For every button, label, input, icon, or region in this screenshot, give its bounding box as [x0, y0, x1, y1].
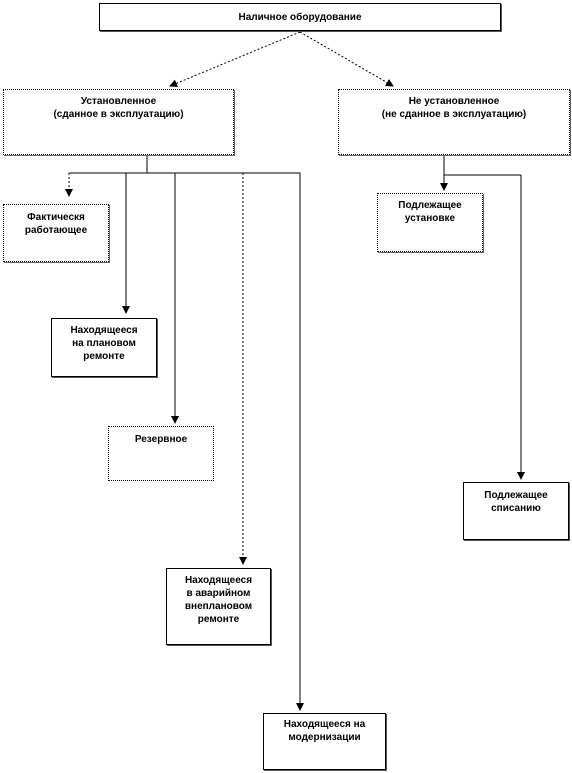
modernization-node	[263, 713, 386, 770]
not-installed-node	[338, 89, 570, 155]
to-writeoff-line2: списанию	[491, 503, 541, 514]
working-node	[3, 204, 109, 262]
emergency-repair-line3: внеплановом	[184, 601, 253, 612]
planned-repair-node	[51, 318, 157, 377]
installed-line2: (сданное в эксплуатацию)	[53, 109, 184, 120]
emergency-repair-node	[166, 568, 271, 645]
modernization-line1: Находящееся на	[283, 719, 366, 730]
to-install-node	[377, 193, 483, 252]
to-writeoff-node	[463, 482, 569, 540]
to-install-line1: Подлежащее	[398, 200, 462, 211]
emergency-repair-line4: ремонте	[197, 614, 240, 625]
root-node	[99, 3, 501, 31]
root-node-label: Наличное оборудование	[238, 12, 362, 23]
to-writeoff-line1: Подлежащее	[484, 490, 548, 501]
reserve-node	[108, 426, 214, 481]
modernization-line2: модернизации	[288, 732, 361, 743]
installed-line1: Установленное	[80, 96, 157, 107]
to-install-line2: установке	[404, 213, 456, 224]
working-line2: работающее	[24, 225, 88, 236]
emergency-repair-line2: в аварийном	[186, 588, 251, 599]
working-line1: Фактическя	[27, 212, 85, 223]
planned-repair-line1: Находящееся	[70, 325, 138, 336]
not-installed-line2: (не сданное в эксплуатацию)	[381, 109, 527, 120]
reserve-line1: Резервное	[134, 434, 188, 445]
root-to-installed-connector	[170, 32, 300, 86]
planned-repair-line2: на плановом	[72, 338, 136, 349]
planned-repair-line3: ремонте	[83, 351, 125, 362]
emergency-repair-line1: Находящееся	[184, 575, 253, 586]
installed-node	[3, 89, 234, 155]
root-to-not-installed-connector	[300, 32, 393, 86]
not-installed-line1: Не установленное	[408, 96, 500, 107]
